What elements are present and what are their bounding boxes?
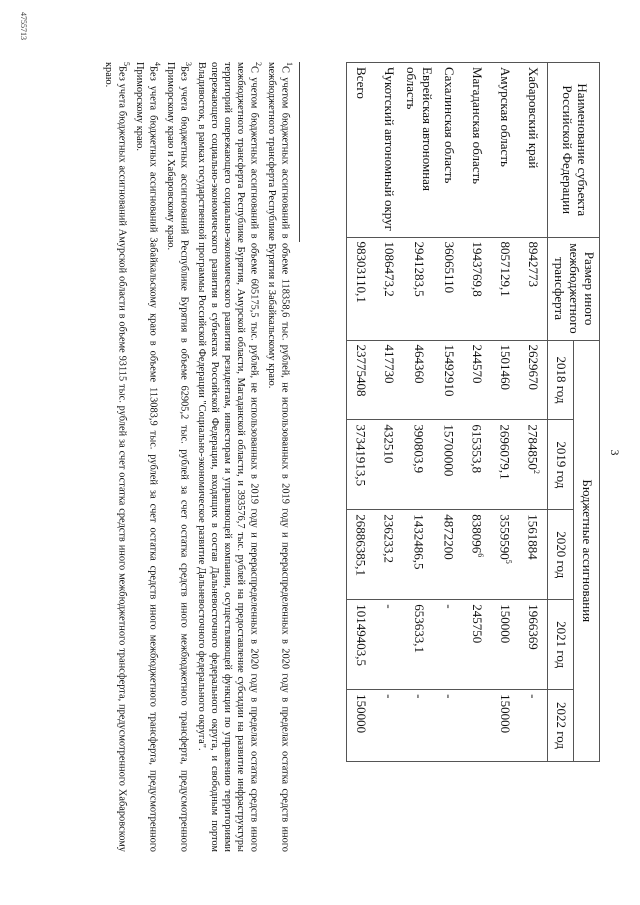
footnote-text: С учетом бюджетных ассигнований в объеме 605175,5 тыс. рублей, не использованных в 2019 году и перераспределенных в 2020 году в пределах остатка средств иного межбюджетного трансферта Республике Бурятия, Амурской области, Магаданской области, и 393576,7 тыс. рублей на предоставление субсидии на развитие инфраструктуры территорий опережающего социально-экономического развития резидентам, инвесторам и управляющей компании, осуществляющей функции по управлению территориями опережающего социально-экономического развития в субъектах Российской Федерации, входящих в состав Дальневосточного федерального округа, и свободным портом Владивосток, в рамках государственной программы Российской Федерации "Социально-экономическое развитие Дальневосточного федерального округа". bbox=[195, 62, 260, 852]
value-cell: 1501460 bbox=[491, 340, 519, 420]
value-cell: 653633,1 bbox=[403, 600, 435, 690]
value-cell: 1943769,8 bbox=[463, 237, 491, 340]
value-cell: 417730 bbox=[375, 340, 403, 420]
value-cell: 15492910 bbox=[435, 340, 463, 420]
table-row bbox=[347, 63, 376, 762]
value-cell: 8942773 bbox=[519, 237, 548, 340]
table-row bbox=[519, 63, 548, 762]
value-cell: 150000 bbox=[491, 600, 519, 690]
value-cell: 37341913,5 bbox=[347, 420, 376, 510]
header-year: 2021 год bbox=[548, 600, 574, 690]
value-cell: 3559590$^5$ bbox=[491, 510, 519, 600]
footnote-text: Без учета бюджетных ассигнований Амурской области в объеме 93115 тыс. рублей за счет остатка средств иного межбюджетного трансферта, предусмотренного Хабаровскому краю. bbox=[103, 62, 128, 852]
table-row bbox=[375, 63, 403, 762]
value-cell: 1966369 bbox=[519, 600, 548, 690]
header-subject: Наименование субъекта Российской Федерации bbox=[548, 63, 600, 238]
budget-table bbox=[346, 62, 600, 762]
footnote-separator bbox=[299, 62, 300, 242]
value-cell: 1086473,2 bbox=[375, 237, 403, 340]
value-cell: 98303110,1 bbox=[347, 237, 376, 340]
subject-name-cell: Всего bbox=[347, 63, 376, 238]
value-cell: 8057129,1 bbox=[491, 237, 519, 340]
value-cell: - bbox=[519, 690, 548, 762]
value-cell: 615353,8 bbox=[463, 420, 491, 510]
subject-name-cell: Магаданская область bbox=[463, 63, 491, 238]
footnote bbox=[164, 62, 195, 852]
subject-name-cell: Амурская область bbox=[491, 63, 519, 238]
footnote-text: Без учета бюджетных ассигнований Республике Бурятия в объеме 62905,2 тыс. рублей за счет остатка средств иного межбюджетного трансферта, предусмотренного Приморскому краю и Хабаровскому краю. bbox=[164, 62, 190, 852]
value-cell: 2784850$^2$ bbox=[519, 420, 548, 510]
value-cell: - bbox=[375, 600, 403, 690]
value-cell: 236233,2 bbox=[375, 510, 403, 600]
value-cell: 150000 bbox=[491, 690, 519, 762]
footnote-ref: 2 bbox=[532, 469, 542, 474]
value-cell: 244570 bbox=[463, 340, 491, 420]
value-cell: 36065110 bbox=[435, 237, 463, 340]
value-cell: 15700000 bbox=[435, 420, 463, 510]
value-cell: 26886385,1 bbox=[347, 510, 376, 600]
table-row bbox=[491, 63, 519, 762]
footnote-mark: 3 bbox=[183, 62, 193, 66]
value-cell: 464360 bbox=[403, 340, 435, 420]
subject-name-cell: Чукотский автономный округ bbox=[375, 63, 403, 238]
value-cell: 4872200 bbox=[435, 510, 463, 600]
header-group: Бюджетные ассигнования bbox=[574, 340, 600, 761]
value-cell: 838096$^6$ bbox=[463, 510, 491, 600]
value-cell: - bbox=[435, 600, 463, 690]
value-cell: - bbox=[403, 690, 435, 762]
header-year: 2018 год bbox=[548, 340, 574, 420]
value-cell bbox=[463, 690, 491, 762]
value-cell: 10149403,5 bbox=[347, 600, 376, 690]
table-row bbox=[463, 63, 491, 762]
footnote-mark: 4 bbox=[152, 62, 162, 66]
value-cell: - bbox=[375, 690, 403, 762]
value-cell: 432510 bbox=[375, 420, 403, 510]
footnote bbox=[102, 62, 133, 852]
footnote bbox=[195, 62, 265, 852]
value-cell: 23775408 bbox=[347, 340, 376, 420]
table-row bbox=[435, 63, 463, 762]
subject-name-cell: Сахалинская область bbox=[435, 63, 463, 238]
header-year: 2019 год bbox=[548, 420, 574, 510]
footnote bbox=[133, 62, 164, 852]
footnote-text: С учетом бюджетных ассигнований в объеме 118358,6 тыс. рублей, не использованных в 2019 году и перераспределенных в 2020 году в пределах остатка средств иного межбюджетного трансферта Республике Бурятия и Забайкальскому краю. bbox=[266, 62, 291, 852]
footnote bbox=[265, 62, 296, 852]
page-number: 3 bbox=[608, 449, 622, 456]
footnotes bbox=[102, 62, 296, 852]
footnote-text: Без учета бюджетных ассигнований Забайкальскому краю в объеме 113083,9 тыс. рублей за счет остатка средств иного межбюджетного трансферта, предусмотренного Приморскому краю. bbox=[134, 62, 159, 852]
footnote-ref: 5 bbox=[504, 559, 514, 564]
header-transfer: Размер иного межбюджетного трансферта bbox=[548, 237, 600, 340]
header-year: 2022 год bbox=[548, 690, 574, 762]
footnote-mark: 2 bbox=[254, 62, 264, 66]
value-cell: 2941283,5 bbox=[403, 237, 435, 340]
footnote-mark: 5 bbox=[121, 62, 131, 66]
value-cell: 1432486,5 bbox=[403, 510, 435, 600]
footnote-mark: 1 bbox=[285, 62, 294, 66]
doc-id: 4755713 bbox=[19, 12, 28, 40]
value-cell: 390803,9 bbox=[403, 420, 435, 510]
value-cell: 245750 bbox=[463, 600, 491, 690]
subject-name-cell: Еврейская автономная область bbox=[403, 63, 435, 238]
header-year: 2020 год bbox=[548, 510, 574, 600]
footnote-ref: 6 bbox=[476, 553, 486, 558]
value-cell: 150000 bbox=[347, 690, 376, 762]
table-row bbox=[403, 63, 435, 762]
value-cell: 2629670 bbox=[519, 340, 548, 420]
value-cell: 2696079,1 bbox=[491, 420, 519, 510]
value-cell: - bbox=[435, 690, 463, 762]
subject-name-cell: Хабаровский край bbox=[519, 63, 548, 238]
value-cell: 1561884 bbox=[519, 510, 548, 600]
